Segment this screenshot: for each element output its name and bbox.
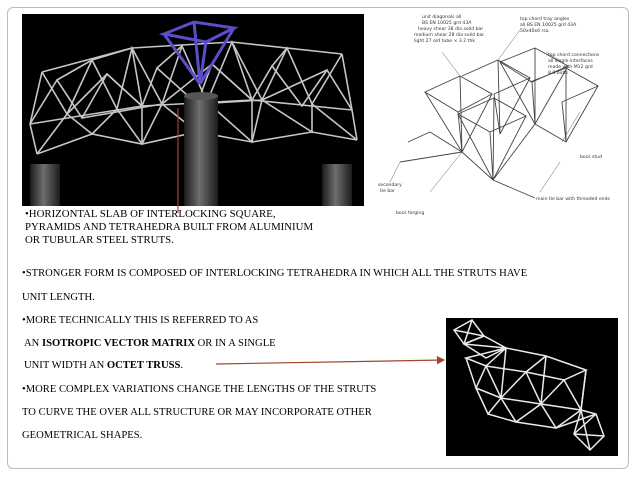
label-top-chord-angles-2: all BS EN 10025 grd 43A <box>520 23 577 28</box>
body-line-3: •MORE TECHNICALLY THIS IS REFERRED TO AS <box>22 315 259 326</box>
label-boss-stud: boss stud <box>580 155 602 160</box>
label-secondary-tie-bar-2: tie bar <box>380 189 395 194</box>
caption-line-2: PYRAMIDS AND TETRAHEDRA BUILT FROM ALUMINIUM <box>25 221 314 233</box>
label-top-chord-angles-3: 50x40x6 rsa <box>520 29 549 34</box>
label-top-chord-connections-4: 8.8 bolts <box>548 71 568 76</box>
octet-truss-photo <box>446 318 618 456</box>
technical-drawing <box>370 12 628 220</box>
body-line-1: •STRONGER FORM IS COMPOSED OF INTERLOCKING TETRAHEDRA IN WHICH ALL THE STRUTS HAVE <box>22 268 528 279</box>
isotropic-vector-matrix-term: ISOTROPIC VECTOR MATRIX <box>41 338 195 349</box>
label-top-chord-angles-1: top chord tray angles <box>520 17 570 22</box>
label-unit-diagonals-4: medium shear 28 dia solid bar <box>414 33 485 38</box>
body-line-4 <box>24 338 276 349</box>
body-line-6: •MORE COMPLEX VARIATIONS CHANGE THE LENGTHS OF THE STRUTS <box>22 384 377 395</box>
label-top-chord-connections-3: made with M12 grd <box>548 65 593 70</box>
label-top-chord-connections-1: top chord connections <box>548 53 600 58</box>
caption-line-1: •HORIZONTAL SLAB OF INTERLOCKING SQUARE, <box>25 208 276 220</box>
label-unit-diagonals-1: unit diagonals all <box>422 15 462 20</box>
body-line-4-suffix: OR IN A SINGLE <box>195 338 276 349</box>
label-main-tie-bar: main tie bar with threaded ends <box>536 197 610 202</box>
body-line-4-prefix: AN <box>24 338 42 349</box>
body-line-8: GEOMETRICAL SHAPES. <box>22 430 143 441</box>
label-boss-forging: boss forging <box>396 211 425 216</box>
label-secondary-tie-bar-1: secondary <box>378 183 402 188</box>
caption-line-3: OR TUBULAR STEEL STRUTS. <box>25 234 174 246</box>
space-frame-photo <box>22 14 364 206</box>
body-line-7: TO CURVE THE OVER ALL STRUCTURE OR MAY INCORPORATE OTHER <box>22 407 372 418</box>
octet-truss-term: OCTET TRUSS <box>106 360 181 371</box>
body-line-5-suffix: . <box>180 360 184 371</box>
body-line-5-prefix: UNIT WIDTH AN <box>24 360 107 371</box>
label-unit-diagonals-5: light 27 o/d tube × 3.2 thk <box>414 39 476 44</box>
label-unit-diagonals-2: BS EN 10025 grd 43A <box>422 21 472 26</box>
body-line-2: UNIT LENGTH. <box>22 292 95 303</box>
label-unit-diagonals-3: heavy shear 38 dia solid bar <box>418 27 484 32</box>
body-line-5 <box>24 360 183 371</box>
label-top-chord-connections-2: all single interfaces <box>548 59 593 64</box>
